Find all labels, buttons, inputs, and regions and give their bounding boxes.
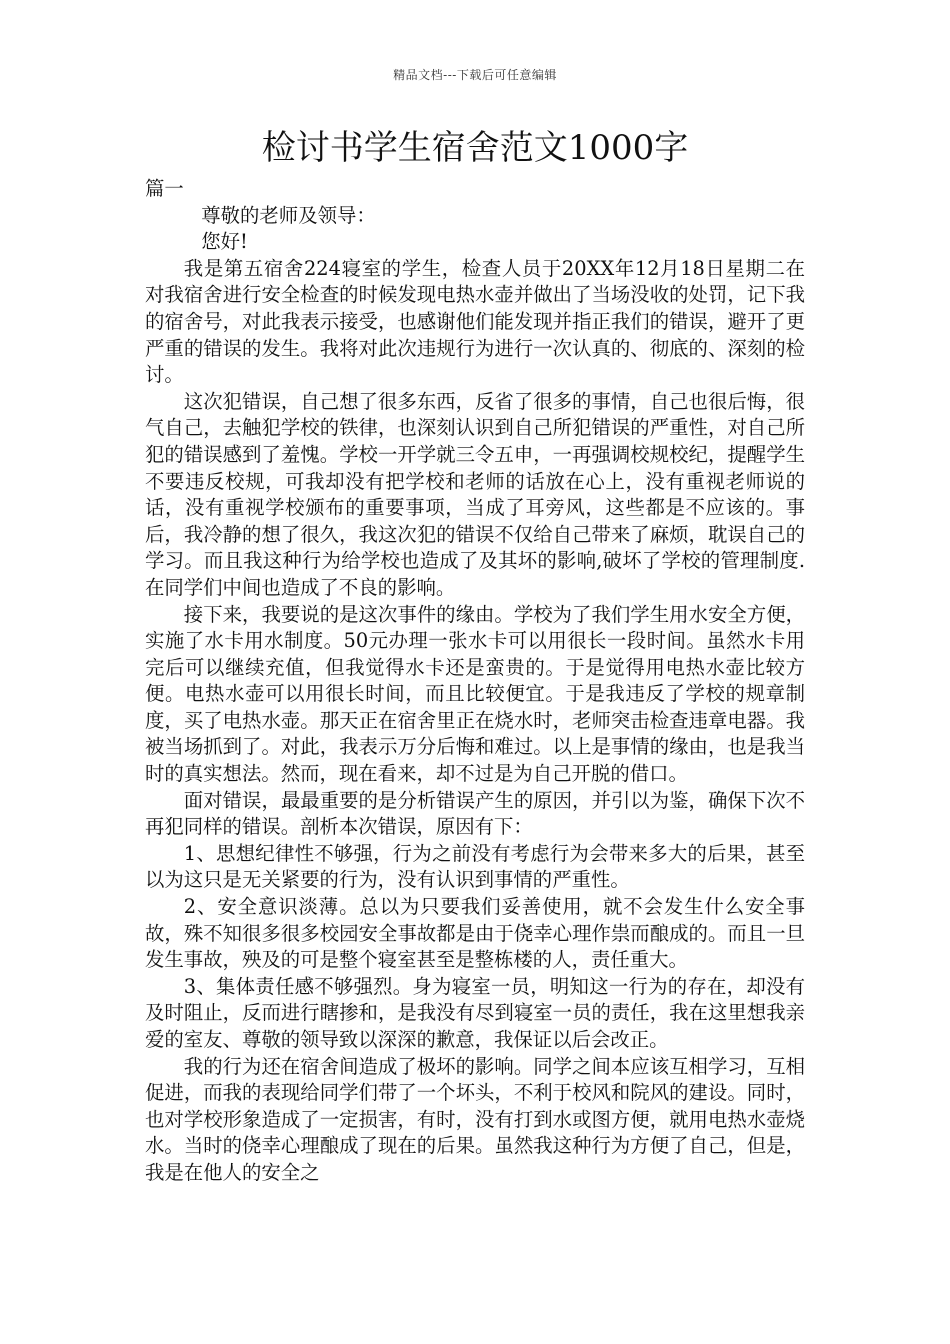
paragraph: 2、安全意识淡薄。总以为只要我们妥善使用，就不会发生什么安全事故，殊不知很多很多校园安全事故都是由于侥幸心理作祟而酿成的。而且一旦发生事故，殃及的可是整个寝室甚至是整栋楼的人，责任重大。 [145, 895, 805, 972]
paragraph: 1、思想纪律性不够强，行为之前没有考虑行为会带来多大的后果，甚至以为这只是无关紧要的行为，没有认识到事情的严重性。 [145, 841, 805, 892]
salutation: 尊敬的老师及领导： [201, 203, 376, 227]
section-label: 篇一 [145, 177, 184, 200]
paragraph: 3、集体责任感不够强烈。身为寝室一员，明知这一行为的存在，却没有及时阻止，反而进行瞎掺和，是我没有尽到寝室一员的责任，我在这里想我亲爱的室友、尊敬的领导致以深深的歉意，我保证以后会改正。 [145, 974, 805, 1051]
paragraph: 这次犯错误，自己想了很多东西，反省了很多的事情，自己也很后悔，很气自己，去触犯学校的铁律，也深刻认识到自己所犯错误的严重性，对自己所犯的错误感到了羞愧。学校一开学就三令五申，一再强调校规校纪，提醒学生不要违反校规，可我却没有把学校和老师的话放在心上，没有重视老师说的话，没有重视学校颁布的重要事项，当成了耳旁风，这些都是不应该的。事后，我冷静的想了很久，我这次犯的错误不仅给自己带来了麻烦，耽误自己的学习。而且我这种行为给学校也造成了及其坏的影响,破坏了学校的管理制度.在同学们中间也造成了不良的影响。 [145, 389, 805, 599]
paragraph: 我是第五宿舍224寝室的学生，检查人员于20XX年12月18日星期二在对我宿舍进行安全检查的时候发现电热水壶并做出了当场没收的处罚，记下我的宿舍号，对此我表示接受，也感谢他们能发现并指正我们的错误，避开了更严重的错误的发生。我将对此次违规行为进行一次认真的、彻底的、深刻的检讨。 [145, 256, 805, 387]
paragraph: 接下来，我要说的是这次事件的缘由。学校为了我们学生用水安全方便，实施了水卡用水制度。50元办理一张水卡可以用很长一段时间。虽然水卡用完后可以继续充值，但我觉得水卡还是蛮贵的。于是觉得用电热水壶比较方便。电热水壶可以用很长时间，而且比较便宜。于是我违反了学校的规章制度，买了电热水壶。那天正在宿舍里正在烧水时，老师突击检查违章电器。我被当场抓到了。对此，我表示万分后悔和难过。以上是事情的缘由，也是我当时的真实想法。然而，现在看来，却不过是为自己开脱的借口。 [145, 602, 805, 786]
header-note: 精品文档---下载后可任意编辑 [393, 68, 557, 82]
paragraph: 我的行为还在宿舍间造成了极坏的影响。同学之间本应该互相学习，互相促进，而我的表现给同学们带了一个坏头，不利于校风和院风的建设。同时，也对学校形象造成了一定损害，有时，没有打到水或图方便，就用电热水壶烧水。当时的侥幸心理酿成了现在的后果。虽然我这种行为方便了自己，但是，我是在他人的安全之 [145, 1054, 805, 1184]
document-body [145, 176, 805, 1187]
greeting: 您好! [201, 230, 248, 254]
page-title: 检讨书学生宿舍范文1000字 [261, 128, 689, 168]
paragraph: 面对错误，最最重要的是分析错误产生的原因，并引以为鉴，确保下次不再犯同样的错误。剖析本次错误，原因有下： [145, 788, 805, 839]
